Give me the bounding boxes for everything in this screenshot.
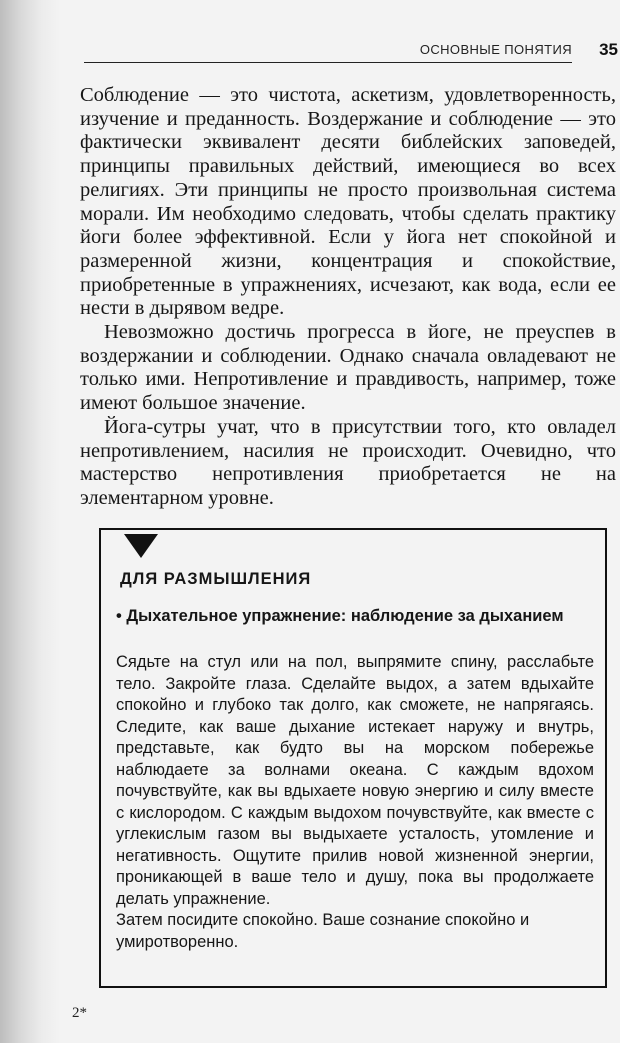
exercise-title: • Дыхательное упражнение: наблюдение за дыханием — [116, 607, 564, 625]
down-triangle-icon — [124, 534, 158, 558]
paragraph: Соблюдение — это чистота, аскетизм, удовлетворенность, изучение и преданность. Воздержание и соблюдение — это фактически эквивалент десяти библейских заповедей, принципы правильных действий, имеющиеся во всех религиях. Эти принципы не просто произвольная система морали. Им необходимо следовать, чтобы сделать практику йоги более эффективной. Если у йога нет спокойной и размеренной жизни, концентрация и спокойствие, приобретенные в упражнениях, исчезают, как вода, если ее нести в дырявом ведре. — [80, 84, 616, 320]
box-title: ДЛЯ РАЗМЫШЛЕНИЯ — [120, 570, 312, 588]
page-edge-shadow — [0, 0, 60, 1043]
paragraph: Невозможно достичь прогресса в йоге, не преуспев в воздержании и соблюдении. Однако сначала овладевают не только ими. Непротивление и правдивость, например, тоже имеют большое значение. — [80, 321, 616, 415]
exercise-closing: Затем посидите спокойно. Ваше сознание спокойно и умиротворенно. — [116, 911, 530, 951]
exercise-text — [116, 652, 594, 953]
signature-mark: 2* — [72, 1005, 87, 1021]
main-text — [80, 84, 616, 511]
header-rule — [84, 62, 572, 63]
paragraph: Йога-сутры учат, что в присутствии того, кто овладел непротивлением, насилия не происходит. Очевидно, что мастерство непротивления приобретается не на элементарном уровне. — [80, 415, 616, 509]
exercise-instructions: Сядьте на стул или на пол, выпрямите спину, расслабьте тело. Закройте глаза. Сделайте выдох, а затем вдыхайте спокойно и глубоко так долго, как сможете, не напрягаясь. Следите, как ваше дыхание истекает наружу и внутрь, представьте, как будто вы на морском побережье наблюдаете за волнами океана. С каждым вдохом почувствуйте, как вы вдыхаете новую энергию и силу вместе с кислородом. С каждым выдохом почувствуйте, как вместе с углекислым газом вы выдыхаете усталость, утомление и негативность. Ощутите прилив новой жизненной энергии, проникающей в ваше тело и душу, пока вы продолжаете делать упражнение. — [116, 653, 594, 908]
running-head: ОСНОВНЫЕ ПОНЯТИЯ — [419, 42, 572, 57]
page-number: 35 — [599, 40, 618, 59]
